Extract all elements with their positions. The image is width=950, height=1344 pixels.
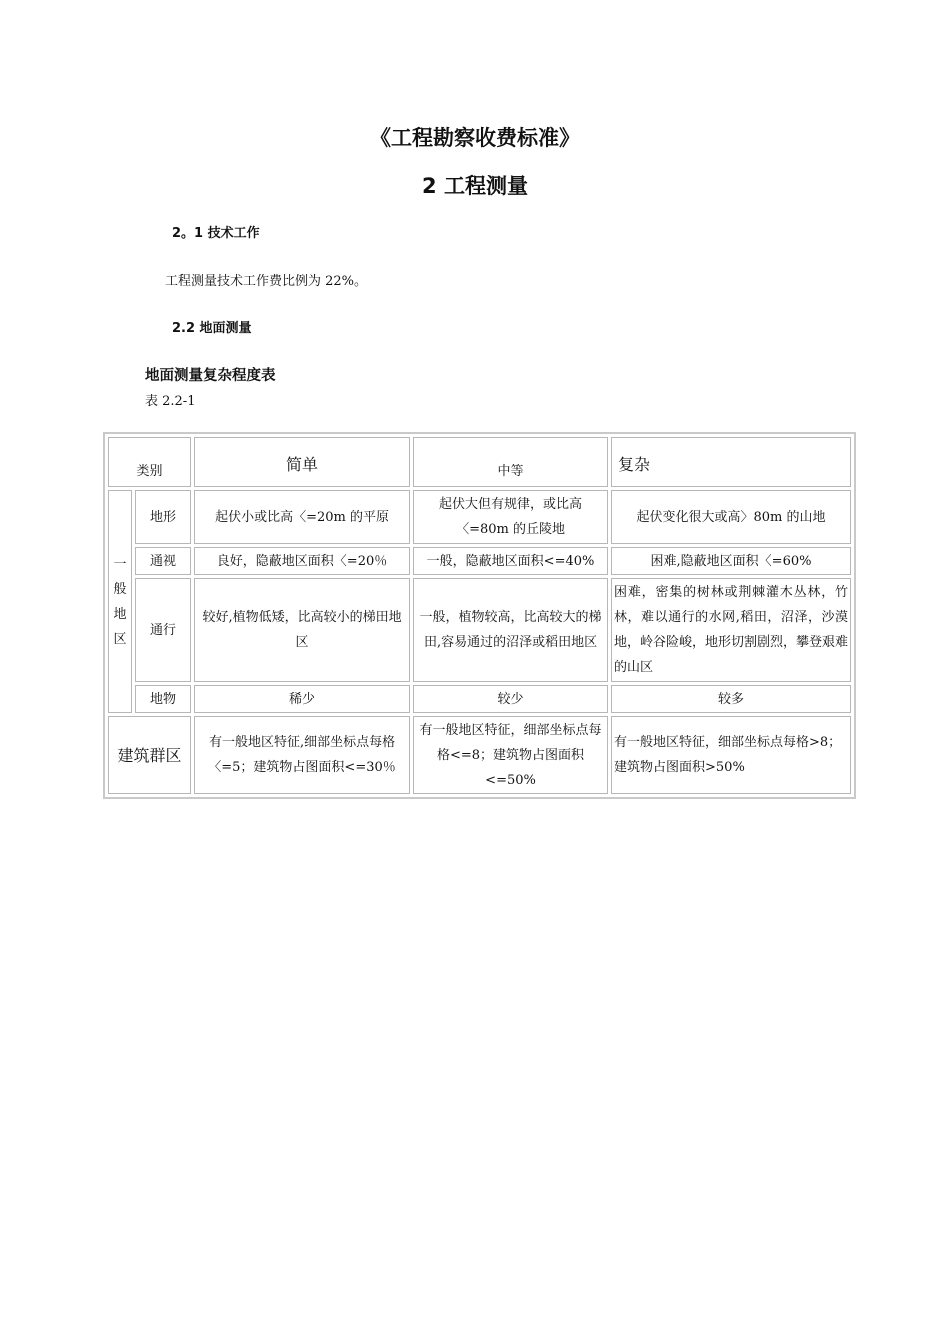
- cell-complex: 困难，密集的树林或荆棘灌木丛林，竹林，难以通行的水网,稻田，沼泽，沙漠地，岭谷险峻，地形切割剧烈，攀登艰难的山区: [611, 578, 851, 682]
- table-row-building: [108, 716, 851, 794]
- section-heading-ground-survey: 2.2 地面测量: [172, 321, 252, 336]
- cell-simple: 起伏小或比高〈=20m 的平原: [194, 490, 410, 544]
- header-category: 类别: [108, 437, 191, 487]
- table-caption: 地面测量复杂程度表: [145, 368, 276, 384]
- cell-complex: 较多: [611, 685, 851, 713]
- row-label: 地形: [135, 490, 191, 544]
- row-label: 通行: [135, 578, 191, 682]
- group-label-cell: [108, 490, 132, 713]
- cell-complex: 有一般地区特征，细部坐标点每格>8；建筑物占图面积>50%: [611, 716, 851, 794]
- row-label: 通视: [135, 547, 191, 575]
- cell-medium: 一般，隐蔽地区面积<=40%: [413, 547, 608, 575]
- row-label-building: 建筑群区: [108, 716, 191, 794]
- section-heading-technical: 2。1 技术工作: [172, 226, 260, 241]
- cell-medium: 较少: [413, 685, 608, 713]
- cell-complex: 起伏变化很大或高〉80m 的山地: [611, 490, 851, 544]
- cell-complex: 困难,隐蔽地区面积〈=60%: [611, 547, 851, 575]
- table-header-row: [108, 437, 851, 487]
- document-title: 《工程勘察收费标准》: [370, 126, 580, 150]
- table-number: 表 2.2-1: [145, 394, 196, 409]
- header-complex: 复杂: [611, 437, 851, 487]
- cell-medium: 起伏大但有规律，或比高〈=80m 的丘陵地: [413, 490, 608, 544]
- row-label: 地物: [135, 685, 191, 713]
- cell-simple: 有一般地区特征,细部坐标点每格〈=5；建筑物占图面积<=30％: [194, 716, 410, 794]
- group-label: 一般地区: [113, 556, 127, 647]
- cell-medium: 一般，植物较高，比高较大的梯田,容易通过的沼泽或稻田地区: [413, 578, 608, 682]
- table-row: [108, 547, 851, 575]
- cell-simple: 稀少: [194, 685, 410, 713]
- cell-medium: 有一般地区特征，细部坐标点每格<=8；建筑物占图面积<=50%: [413, 716, 608, 794]
- cell-simple: 良好，隐蔽地区面积〈=20％: [194, 547, 410, 575]
- cell-simple: 较好,植物低矮，比高较小的梯田地区: [194, 578, 410, 682]
- paragraph-technical-ratio: 工程测量技术工作费比例为 22%。: [165, 274, 368, 289]
- table-row: [108, 490, 851, 544]
- complexity-table: [103, 432, 856, 799]
- header-medium: 中等: [413, 437, 608, 487]
- table-row: [108, 578, 851, 682]
- table-row: [108, 685, 851, 713]
- document-subtitle: 2 工程测量: [422, 174, 528, 198]
- header-simple: 简单: [194, 437, 410, 487]
